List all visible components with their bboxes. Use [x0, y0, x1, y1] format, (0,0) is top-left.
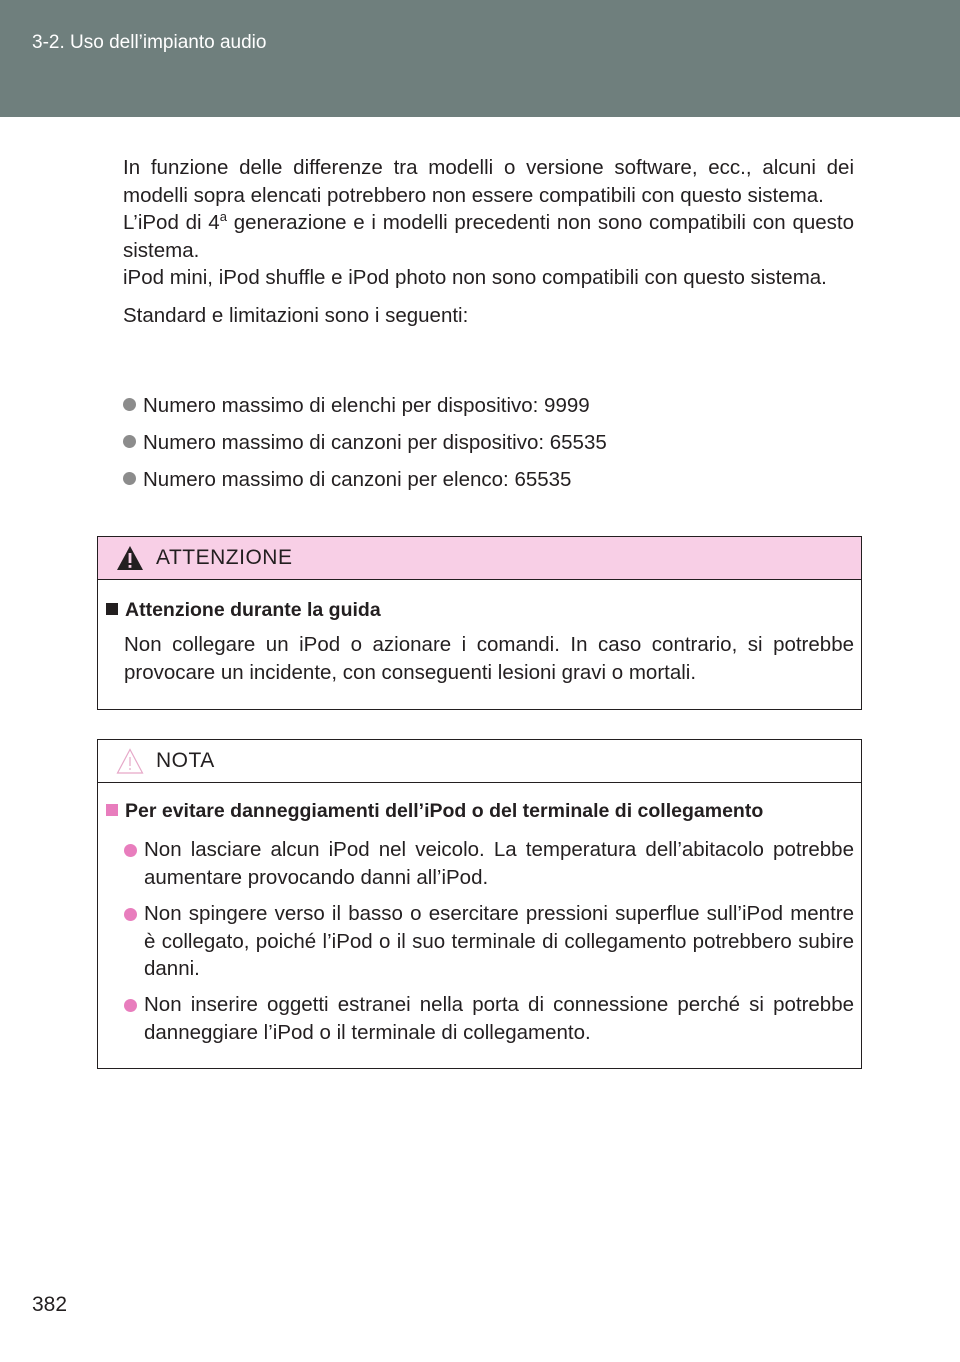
note-item: Non spingere verso il basso o esercitare pressioni superflue sull’iPod mentre è collegato, poiché l’iPod o il suo terminale di collegamento potrebbero subire danni.: [144, 902, 854, 980]
page-number: 382: [32, 1293, 68, 1316]
note-heading: Per evitare danneggiamenti dell’iPod o del terminale di collegamento: [106, 800, 763, 823]
section-title: 3-2. Uso dell’impianto audio: [32, 32, 267, 53]
bullet-icon: [123, 435, 136, 448]
bullet-icon: [123, 472, 136, 485]
note-item: Non lasciare alcun iPod nel veicolo. La temperatura dell’abitacolo potrebbe aumentare provocando danni all’iPod.: [144, 838, 854, 889]
intro-text: [123, 154, 854, 329]
square-bullet-icon: [106, 804, 118, 816]
limit-item: Numero massimo di canzoni per dispositivo: 65535: [123, 431, 607, 455]
page-header: [0, 0, 960, 117]
bullet-icon: [124, 844, 137, 857]
intro-paragraph-4: Standard e limitazioni sono i seguenti:: [123, 303, 469, 327]
bullet-icon: [124, 908, 137, 921]
bullet-icon: [124, 999, 137, 1012]
note-header: [98, 740, 861, 783]
warning-icon: [116, 545, 144, 571]
caution-outline-icon: [116, 748, 144, 774]
attention-text: Non collegare un iPod o azionare i comandi. In caso contrario, si potrebbe provocare un incidente, con conseguenti lesioni gravi o mortali.: [124, 633, 854, 684]
attention-heading: Attenzione durante la guida: [106, 599, 381, 622]
note-item: Non inserire oggetti estranei nella porta di connessione perché si potrebbe danneggiare l’iPod o il terminale di collegamento.: [144, 993, 854, 1044]
intro-paragraph-1: In funzione delle differenze tra modelli o versione software, ecc., alcuni dei modelli sopra elencati potrebbero non essere compatibili con questo sistema.: [123, 156, 854, 207]
note-title: NOTA: [156, 749, 215, 772]
attention-title: ATTENZIONE: [156, 546, 293, 569]
limit-item: Numero massimo di elenchi per dispositivo: 9999: [123, 394, 590, 418]
note-box: [97, 739, 862, 1069]
attention-header: [98, 537, 861, 580]
square-bullet-icon: [106, 603, 118, 615]
intro-paragraph-2: L’iPod di 4$^a$ generazione e i modelli precedenti non sono compatibili con questo sistema.: [123, 209, 854, 262]
intro-paragraph-3: iPod mini, iPod shuffle e iPod photo non sono compatibili con questo sistema.: [123, 266, 827, 289]
attention-box: [97, 536, 862, 710]
limit-item: Numero massimo di canzoni per elenco: 65535: [123, 468, 571, 492]
bullet-icon: [123, 398, 136, 411]
